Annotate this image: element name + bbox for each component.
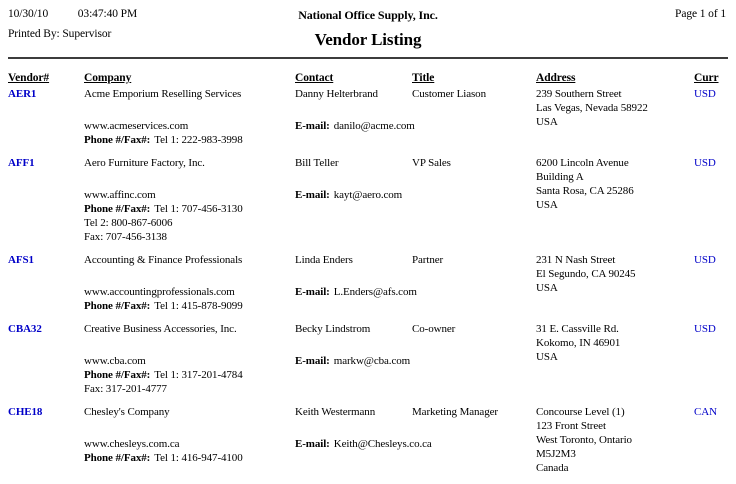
email-label: E-mail:: [295, 286, 330, 298]
title-cell: Customer Liason: [412, 88, 486, 100]
address-line: West Toronto, Ontario: [536, 434, 632, 446]
phone-fax-line: [84, 299, 295, 313]
phone-extra-line: Tel 2: 800-867-6006: [84, 217, 173, 229]
column-header-title: Title: [412, 72, 435, 84]
address-line: USA: [536, 116, 558, 128]
column-header-vendor: Vendor#: [8, 72, 50, 84]
address-line: El Segundo, CA 90245: [536, 268, 636, 280]
address-line: Concourse Level (1): [536, 406, 625, 418]
phone-extra-line: Fax: 707-456-3138: [84, 231, 167, 243]
column-headers: [8, 59, 728, 87]
contact-name: Bill Teller: [295, 157, 339, 169]
address-line: M5J2M3: [536, 448, 576, 460]
address-cell: [536, 405, 694, 475]
vendor-row: [8, 322, 728, 405]
vendor-row: [8, 87, 728, 156]
address-line: 239 Southern Street: [536, 88, 622, 100]
report-date: 10/30/10: [8, 8, 49, 20]
contact-name: Linda Enders: [295, 254, 353, 266]
address-line: Santa Rosa, CA 25286: [536, 185, 634, 197]
column-header-contact: Contact: [295, 72, 334, 84]
phone-fax-line: [84, 368, 295, 382]
phone-number: Tel 1: 222-983-3998: [154, 134, 243, 146]
contact-cell: [295, 87, 415, 147]
contact-cell: [295, 405, 432, 475]
address-line: Canada: [536, 462, 569, 474]
address-cell: [536, 253, 694, 313]
phone-number: Tel 1: 707-456-3130: [154, 203, 243, 215]
phone-fax-label: Phone #/Fax#:: [84, 134, 151, 146]
company-name-text: Chesley's Company: [84, 406, 170, 418]
phone-fax-label: Phone #/Fax#:: [84, 203, 151, 215]
currency-code: USD: [694, 323, 716, 335]
address-line: USA: [536, 351, 558, 363]
contact-name: Becky Lindstrom: [295, 323, 371, 335]
email-line: [295, 119, 415, 133]
company-cell: [84, 87, 295, 147]
phone-extra-lines: [84, 382, 295, 396]
currency-code: USD: [694, 254, 716, 266]
address-line: 231 N Nash Street: [536, 254, 616, 266]
report-header-line1: [8, 8, 728, 28]
address-line: Kokomo, IN 46901: [536, 337, 621, 349]
phone-extra-lines: [84, 216, 295, 244]
company-cell: [84, 253, 295, 313]
report-title: Vendor Listing: [314, 30, 422, 49]
email-label: E-mail:: [295, 189, 330, 201]
contact-cell: [295, 322, 412, 396]
column-header-company: Company: [84, 72, 132, 84]
title-cell: Partner: [412, 254, 444, 266]
email-address: markw@cba.com: [333, 355, 411, 367]
address-cell: [536, 322, 694, 396]
address-cell: [536, 87, 694, 147]
contact-name: Danny Helterbrand: [295, 88, 378, 100]
website-text: www.affinc.com: [84, 189, 156, 201]
website-text: www.chesleys.com.ca: [84, 438, 180, 450]
currency-code: USD: [694, 157, 716, 169]
contact-cell: [295, 253, 417, 313]
company-name-text: Creative Business Accessories, Inc.: [84, 323, 237, 335]
vendor-id[interactable]: CHE18: [8, 406, 43, 418]
company-cell: [84, 322, 295, 396]
currency-code: USD: [694, 88, 716, 100]
vendor-rows: [8, 87, 728, 484]
phone-number: Tel 1: 415-878-9099: [154, 300, 243, 312]
phone-fax-label: Phone #/Fax#:: [84, 300, 151, 312]
address-line: Las Vegas, Nevada 58922: [536, 102, 648, 114]
company-cell: [84, 156, 295, 244]
phone-fax-line: [84, 451, 295, 465]
email-address: L.Enders@afs.com: [333, 286, 417, 298]
printed-by: Printed By: Supervisor: [8, 28, 112, 40]
email-address: kayt@aero.com: [333, 189, 403, 201]
vendor-id[interactable]: CBA32: [8, 323, 42, 335]
contact-name: Keith Westermann: [295, 406, 376, 418]
email-line: [295, 437, 432, 451]
website-text: www.accountingprofessionals.com: [84, 286, 235, 298]
address-line: 123 Front Street: [536, 420, 606, 432]
column-header-address: Address: [536, 72, 576, 84]
email-line: [295, 285, 417, 299]
website-text: www.cba.com: [84, 355, 146, 367]
vendor-row: [8, 253, 728, 322]
report-time: 03:47:40 PM: [77, 8, 138, 20]
title-cell: Co-owner: [412, 323, 456, 335]
address-cell: [536, 156, 694, 244]
company-name: National Office Supply, Inc.: [298, 8, 438, 22]
company-name-text: Acme Emporium Reselling Services: [84, 88, 242, 100]
vendor-id[interactable]: AFS1: [8, 254, 34, 266]
contact-cell: [295, 156, 412, 244]
email-line: [295, 354, 412, 368]
page-indicator: Page 1 of 1: [675, 8, 726, 20]
currency-code: CAN: [694, 406, 717, 418]
company-name-text: Accounting & Finance Professionals: [84, 254, 243, 266]
address-line: 6200 Lincoln Avenue: [536, 157, 629, 169]
title-cell: Marketing Manager: [412, 406, 498, 418]
email-address: danilo@acme.com: [333, 120, 415, 132]
title-cell: VP Sales: [412, 157, 451, 169]
company-cell: [84, 405, 295, 475]
website-text: www.acmeservices.com: [84, 120, 189, 132]
phone-fax-label: Phone #/Fax#:: [84, 369, 151, 381]
address-line: Building A: [536, 171, 584, 183]
email-label: E-mail:: [295, 355, 330, 367]
vendor-row: [8, 405, 728, 484]
email-address: Keith@Chesleys.co.ca: [333, 438, 432, 450]
phone-extra-line: Fax: 317-201-4777: [84, 383, 167, 395]
company-name-text: Aero Furniture Factory, Inc.: [84, 157, 205, 169]
report-header-line2: [8, 28, 728, 55]
phone-number: Tel 1: 317-201-4784: [154, 369, 243, 381]
email-label: E-mail:: [295, 438, 330, 450]
email-line: [295, 188, 412, 202]
address-line: USA: [536, 199, 558, 211]
vendor-row: [8, 156, 728, 253]
address-line: USA: [536, 282, 558, 294]
column-header-curr: Curr: [694, 72, 719, 84]
vendor-id[interactable]: AFF1: [8, 157, 35, 169]
address-line: 31 E. Cassville Rd.: [536, 323, 619, 335]
phone-fax-label: Phone #/Fax#:: [84, 452, 151, 464]
phone-fax-line: [84, 133, 295, 147]
email-label: E-mail:: [295, 120, 330, 132]
phone-number: Tel 1: 416-947-4100: [154, 452, 243, 464]
vendor-id[interactable]: AER1: [8, 88, 37, 100]
phone-fax-line: [84, 202, 295, 216]
